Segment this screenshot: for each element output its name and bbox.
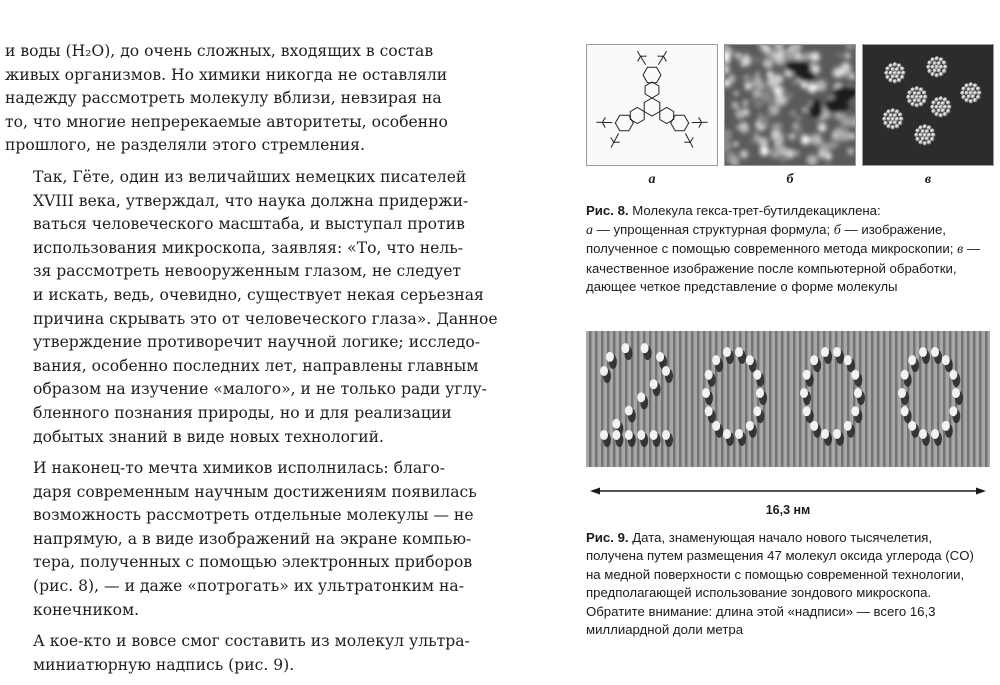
- processed-molecule-image: [862, 44, 994, 166]
- text-line: зя рассмотреть невооруженным глазом, не следует: [5, 260, 415, 284]
- microscopy-image: [724, 44, 856, 166]
- text-line: миниатюрную надпись (рис. 9).: [5, 654, 415, 678]
- figure-8-panel-labels: [586, 172, 994, 188]
- figure-9-caption-label: Рис. 9.: [586, 530, 629, 545]
- caption-item-letter-a: а: [586, 223, 593, 238]
- text-line: утверждение противоречит научной логике; исследо-: [5, 331, 415, 355]
- text-line: напрямую, а в виде изображений на экране компью-: [5, 528, 415, 552]
- text-line: XVIII века, утверждал, что наука должна придержи-: [5, 190, 415, 214]
- figure-9-caption: [586, 529, 990, 640]
- text-line: И наконец-то мечта химиков исполнилась: благо-: [5, 457, 415, 481]
- panel-label-a: а: [586, 172, 718, 188]
- panel-label-b: б: [724, 172, 856, 188]
- text-line: бленного познания природы, но и для реализации: [5, 402, 415, 426]
- panel-label-c: в: [862, 172, 994, 188]
- caption-item-text-b: — изображение, полученное с помощью современного метода микроскопии;: [586, 222, 957, 257]
- text-line: причина скрывать это от человеческого глаза». Данное: [5, 308, 415, 332]
- text-line: (рис. 8), — и даже «потрогать» их ультратонким на-: [5, 575, 415, 599]
- paragraph: [5, 166, 415, 449]
- text-line: использования микроскопа, заявляя: «То, что нель-: [5, 237, 415, 261]
- text-line: даря современным научным достижениям появилась: [5, 481, 415, 505]
- scale-bar: [586, 481, 990, 515]
- caption-item-letter-b: б: [834, 223, 841, 238]
- text-line: живых организмов. Но химики никогда не оставляли: [5, 64, 415, 88]
- text-line: прошлого, не разделяли этого стремления.: [5, 134, 415, 158]
- text-line: вания, особенно последних лет, направлены главным: [5, 355, 415, 379]
- text-line: тера, полученных с помощью электронных приборов: [5, 551, 415, 575]
- figure-8-caption: [586, 202, 996, 297]
- text-line: образом на изучение «малого», и не только ради углу-: [5, 378, 415, 402]
- text-line: надежду рассмотреть молекулу вблизи, невзирая на: [5, 87, 415, 111]
- caption-item-text-a: — упрощенная структурная формула;: [593, 222, 834, 237]
- figure-8-panels: [586, 44, 994, 166]
- paragraph: [5, 457, 415, 622]
- figure-8-caption-title: Молекула гекса-трет-бутилдекациклена:: [629, 203, 881, 218]
- text-line: и искать, ведь, очевидно, существует некая серьезная: [5, 284, 415, 308]
- figure-9-caption-text: Дата, знаменующая начало нового тысячелетия, получена путем размещения 47 молекул оксида углерода (CO) на медной поверхности с помощью современной технологии, предполагающей использование зондового микроскопа. Обратите внимание: длина этой «надписи» — всего 16,3 миллиардной доли метра: [586, 530, 974, 638]
- caption-item-text-c: — качественное изображение после компьютерной обработки, дающее четкое представление о форме молекулы: [586, 241, 980, 294]
- scale-bar-label: 16,3 нм: [586, 503, 990, 517]
- text-line: и воды (H₂O), до очень сложных, входящих в состав: [5, 40, 415, 64]
- text-line: Так, Гёте, один из величайших немецких писателей: [5, 166, 415, 190]
- text-line: возможность рассмотреть отдельные молекулы — не: [5, 504, 415, 528]
- figure-8-caption-label: Рис. 8.: [586, 203, 629, 218]
- caption-item-letter-c: в: [957, 242, 963, 257]
- structural-formula-image: [586, 44, 718, 166]
- body-text: [5, 40, 415, 685]
- paragraph: [5, 630, 415, 677]
- figures-column: [586, 44, 994, 640]
- co-molecules-2000-image: [586, 331, 990, 467]
- text-line: конечником.: [5, 599, 415, 623]
- text-line: ваться человеческого масштаба, и выступал против: [5, 213, 415, 237]
- text-line: А кое-кто и вовсе смог составить из молекул ультра-: [5, 630, 415, 654]
- paragraph: [5, 40, 415, 158]
- text-line: добытых знаний в виде новых технологий.: [5, 426, 415, 450]
- text-line: то, что многие непререкаемые авторитеты, особенно: [5, 111, 415, 135]
